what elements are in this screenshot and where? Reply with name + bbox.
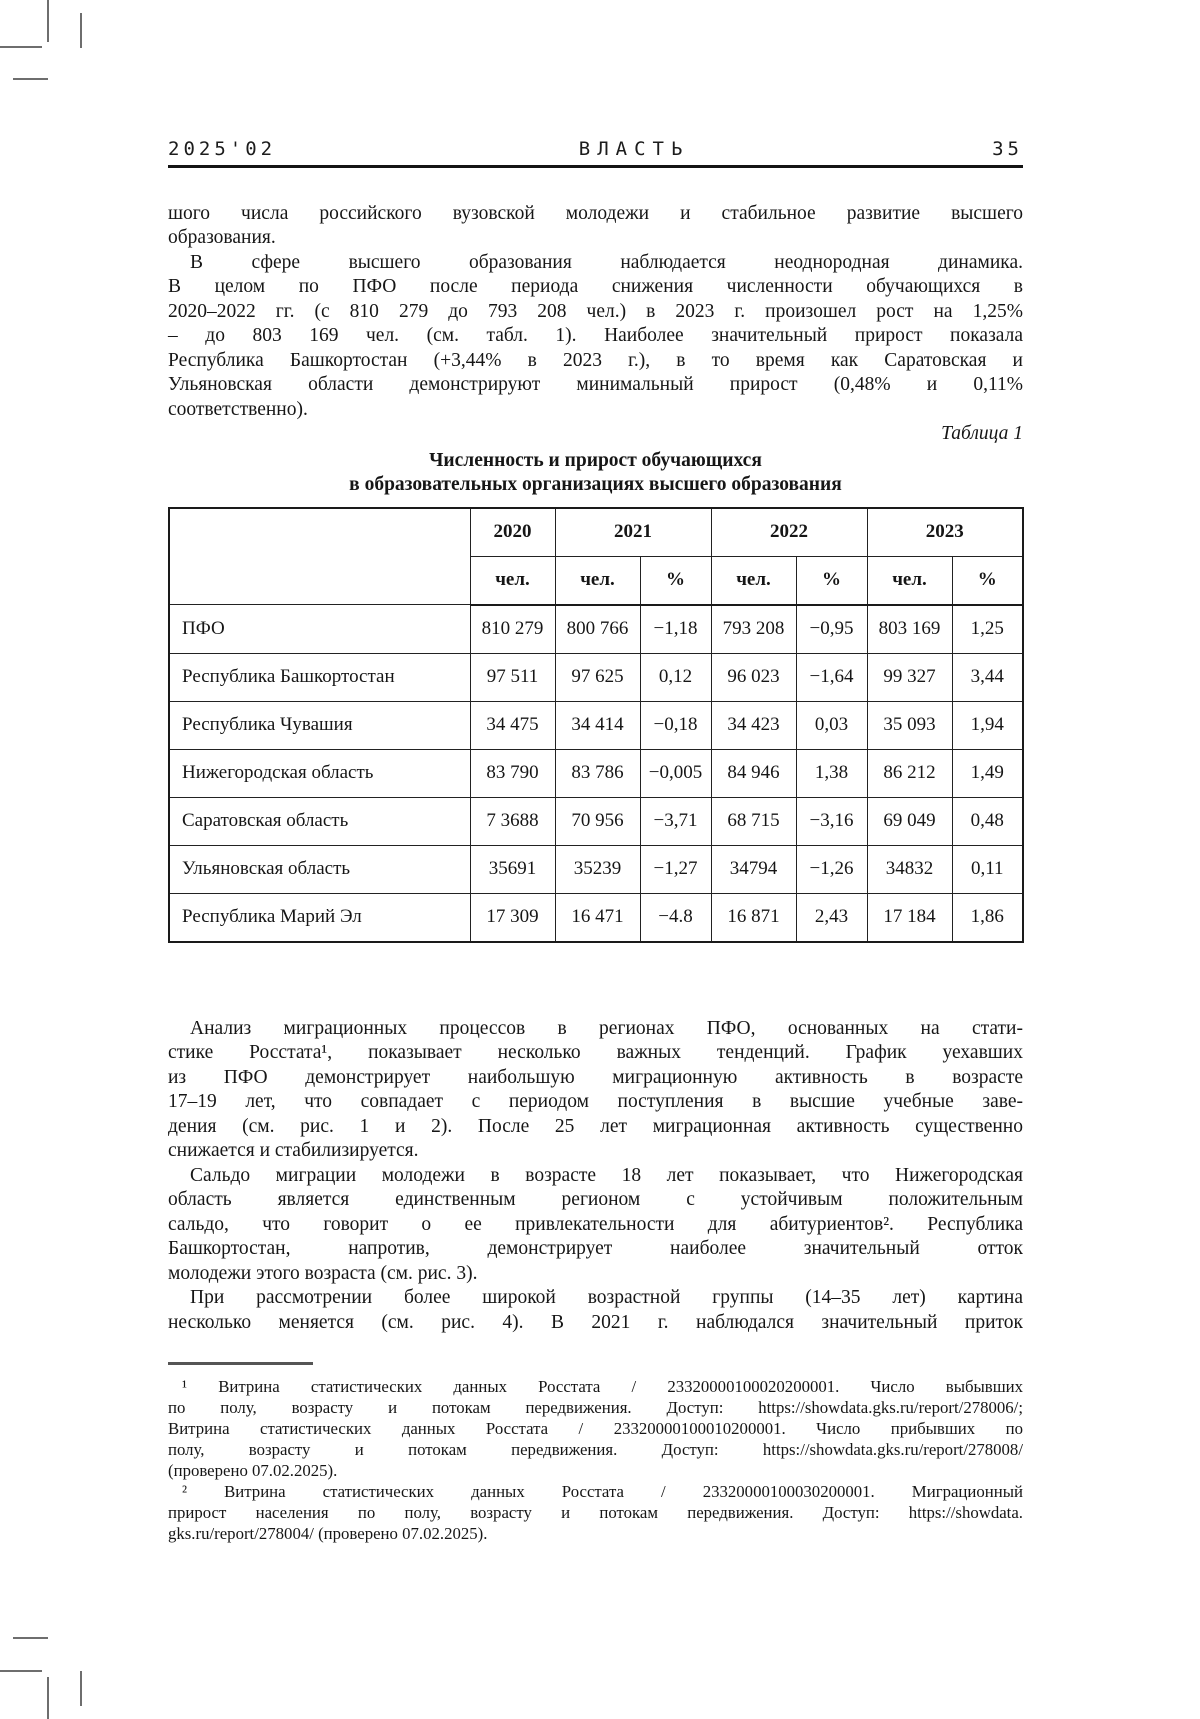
- value-cell: 70 956: [555, 797, 640, 845]
- running-head: [168, 138, 1023, 162]
- value-cell: 810 279: [470, 605, 555, 654]
- crop-mark: [80, 13, 82, 48]
- crop-mark: [0, 46, 42, 48]
- text-line: При рассмотрении более широкой возрастной группы (14–35 лет) картина: [190, 1287, 1023, 1308]
- text-line: по полу, возрасту и потокам передвижения. Доступ: https://showdata.gks.ru/report/278006/;: [168, 1397, 1023, 1417]
- crop-mark: [13, 1637, 48, 1639]
- value-cell: 3,44: [952, 653, 1023, 701]
- value-cell: −1,27: [640, 845, 711, 893]
- value-cell: 17 184: [867, 893, 952, 942]
- text-line: область является единственным регионом с устойчивым положительным: [168, 1189, 1023, 1210]
- value-cell: −0,005: [640, 749, 711, 797]
- value-cell: 34832: [867, 845, 952, 893]
- table-year-header: 2021: [555, 508, 711, 557]
- region-cell: Республика Чувашия: [169, 701, 470, 749]
- value-cell: 99 327: [867, 653, 952, 701]
- value-cell: 0,12: [640, 653, 711, 701]
- table-year-header: 2022: [711, 508, 867, 557]
- value-cell: 96 023: [711, 653, 796, 701]
- region-cell: ПФО: [169, 605, 470, 654]
- region-cell: Республика Марий Эл: [169, 893, 470, 942]
- paragraph: [168, 1164, 1023, 1287]
- crop-mark: [47, 1677, 49, 1719]
- value-cell: 35 093: [867, 701, 952, 749]
- value-cell: 0,03: [796, 701, 867, 749]
- value-cell: 800 766: [555, 605, 640, 654]
- text-line: Сальдо миграции молодежи в возрасте 18 лет показывает, что Нижегородская: [190, 1164, 1023, 1186]
- value-cell: 68 715: [711, 797, 796, 845]
- value-cell: 803 169: [867, 605, 952, 654]
- crop-mark: [47, 0, 49, 42]
- table-row: [169, 749, 1023, 797]
- region-cell: Саратовская область: [169, 797, 470, 845]
- text-line: молодежи этого возраста (см. рис. 3).: [168, 1262, 478, 1284]
- table-label: Таблица 1: [941, 423, 1023, 444]
- text-line: В целом по ПФО после периода снижения численности обучающихся в: [168, 276, 1023, 297]
- text-line: Башкортостан, напротив, демонстрирует наиболее значительный отток: [168, 1238, 1023, 1259]
- value-cell: 16 871: [711, 893, 796, 942]
- value-cell: 86 212: [867, 749, 952, 797]
- table-row: [169, 605, 1023, 654]
- crop-mark: [13, 78, 48, 80]
- value-cell: 34 475: [470, 701, 555, 749]
- region-cell: Нижегородская область: [169, 749, 470, 797]
- table-row: [169, 893, 1023, 942]
- table-year-header: 2023: [867, 508, 1023, 557]
- paragraph: [168, 251, 1023, 423]
- value-cell: 0,11: [952, 845, 1023, 893]
- text-line: 2020–2022 гг. (с 810 279 до 793 208 чел.) в 2023 г. произошел рост на 1,25%: [168, 300, 1023, 322]
- text-line: gks.ru/report/278004/ (проверено 07.02.2025).: [168, 1523, 488, 1543]
- table-row: [169, 701, 1023, 749]
- table-unit-header: чел.: [711, 556, 796, 605]
- value-cell: −4.8: [640, 893, 711, 942]
- text-line: снижается и стабилизируется.: [168, 1140, 419, 1161]
- text-line: сальдо, что говорит о ее привлекательности для абитуриентов². Республика: [168, 1213, 1023, 1235]
- text-line: ¹ Витрина статистических данных Росстата / 23320000100020200001. Число выбывших: [182, 1376, 1023, 1396]
- table-unit-header: %: [640, 556, 711, 605]
- value-cell: 7 3688: [470, 797, 555, 845]
- text-line: ² Витрина статистических данных Росстата / 23320000100030200001. Миграционный: [182, 1481, 1023, 1501]
- value-cell: 35691: [470, 845, 555, 893]
- table-unit-header: %: [952, 556, 1023, 605]
- text-line: из ПФО демонстрирует наибольшую миграционную активность в возрасте: [168, 1066, 1023, 1088]
- table-unit-header: чел.: [470, 556, 555, 605]
- issue-number: 2025'02: [168, 138, 277, 160]
- text-line: стике Росстата¹, показывает несколько важных тенденций. График уехавших: [168, 1042, 1023, 1063]
- table-title: [168, 449, 1023, 498]
- text-line: в образовательных организациях высшего образования: [349, 474, 842, 495]
- text-line: Численность и прирост обучающихся: [429, 449, 762, 471]
- value-cell: 34794: [711, 845, 796, 893]
- text-line: соответственно).: [168, 398, 308, 420]
- value-cell: 17 309: [470, 893, 555, 942]
- value-cell: 97 625: [555, 653, 640, 701]
- value-cell: 69 049: [867, 797, 952, 845]
- text-line: несколько меняется (см. рис. 4). В 2021 г. наблюдался значительный приток: [168, 1311, 1023, 1333]
- paragraph: [168, 1286, 1023, 1335]
- table-row: [169, 797, 1023, 845]
- value-cell: 34 423: [711, 701, 796, 749]
- table-body: [169, 605, 1023, 942]
- value-cell: 1,94: [952, 701, 1023, 749]
- header-rule: [168, 165, 1023, 168]
- table-unit-header: %: [796, 556, 867, 605]
- table-year-header: 2020: [470, 508, 555, 557]
- table-corner-cell: [169, 508, 470, 605]
- text-line: Анализ миграционных процессов в регионах ПФО, основанных на стати-: [190, 1017, 1023, 1039]
- value-cell: −0,95: [796, 605, 867, 654]
- paragraph: [168, 1017, 1023, 1164]
- text-line: 17–19 лет, что совпадает с периодом поступления в высшие учебные заве-: [168, 1091, 1023, 1112]
- text-line: В сфере высшего образования наблюдается неоднородная динамика.: [190, 251, 1023, 273]
- text-line: полу, возрасту и потокам передвижения. Доступ: https://showdata.gks.ru/report/278008/: [168, 1439, 1023, 1459]
- value-cell: 2,43: [796, 893, 867, 942]
- value-cell: −1,18: [640, 605, 711, 654]
- text-line: – до 803 169 чел. (см. табл. 1). Наиболее значительный прирост показала: [168, 325, 1023, 346]
- value-cell: 35239: [555, 845, 640, 893]
- text-line: дения (см. рис. 1 и 2). После 25 лет миграционная активность существенно: [168, 1115, 1023, 1137]
- value-cell: 97 511: [470, 653, 555, 701]
- value-cell: 1,38: [796, 749, 867, 797]
- table-unit-header: чел.: [867, 556, 952, 605]
- value-cell: 1,86: [952, 893, 1023, 942]
- text-line: Витрина статистических данных Росстата / 23320000100010200001. Число прибывших по: [168, 1418, 1023, 1438]
- value-cell: −1,26: [796, 845, 867, 893]
- value-cell: 793 208: [711, 605, 796, 654]
- text-column: [168, 138, 1023, 1544]
- region-cell: Республика Башкортостан: [169, 653, 470, 701]
- table-unit-header: чел.: [555, 556, 640, 605]
- text-line: образования.: [168, 227, 276, 248]
- crop-mark: [0, 1670, 42, 1672]
- value-cell: 83 786: [555, 749, 640, 797]
- value-cell: −1,64: [796, 653, 867, 701]
- table-head: [169, 508, 1023, 605]
- value-cell: 1,49: [952, 749, 1023, 797]
- value-cell: 0,48: [952, 797, 1023, 845]
- statistics-table: [168, 507, 1024, 943]
- footnote: [168, 1376, 1023, 1481]
- text-line: Республика Башкортостан (+3,44% в 2023 г.), в то время как Саратовская и: [168, 349, 1023, 371]
- value-cell: 1,25: [952, 605, 1023, 654]
- value-cell: 34 414: [555, 701, 640, 749]
- journal-title: ВЛАСТЬ: [578, 138, 690, 160]
- region-cell: Ульяновская область: [169, 845, 470, 893]
- text-line: прирост населения по полу, возрасту и потокам передвижения. Доступ: https://showdata.: [168, 1502, 1023, 1522]
- value-cell: 84 946: [711, 749, 796, 797]
- footnote-separator: [168, 1362, 313, 1365]
- text-line: (проверено 07.02.2025).: [168, 1460, 338, 1480]
- value-cell: −3,16: [796, 797, 867, 845]
- value-cell: 16 471: [555, 893, 640, 942]
- paragraph: [168, 202, 1023, 251]
- value-cell: −0,18: [640, 701, 711, 749]
- value-cell: −3,71: [640, 797, 711, 845]
- crop-mark: [80, 1671, 82, 1706]
- page-number: 35: [992, 138, 1023, 160]
- text-line: Ульяновская области демонстрируют минимальный прирост (0,48% и 0,11%: [168, 374, 1023, 395]
- text-line: шого числа российского вузовской молодежи и стабильное развитие высшего: [168, 202, 1023, 224]
- value-cell: 83 790: [470, 749, 555, 797]
- table-row: [169, 653, 1023, 701]
- footnote: [168, 1481, 1023, 1544]
- table-row: [169, 845, 1023, 893]
